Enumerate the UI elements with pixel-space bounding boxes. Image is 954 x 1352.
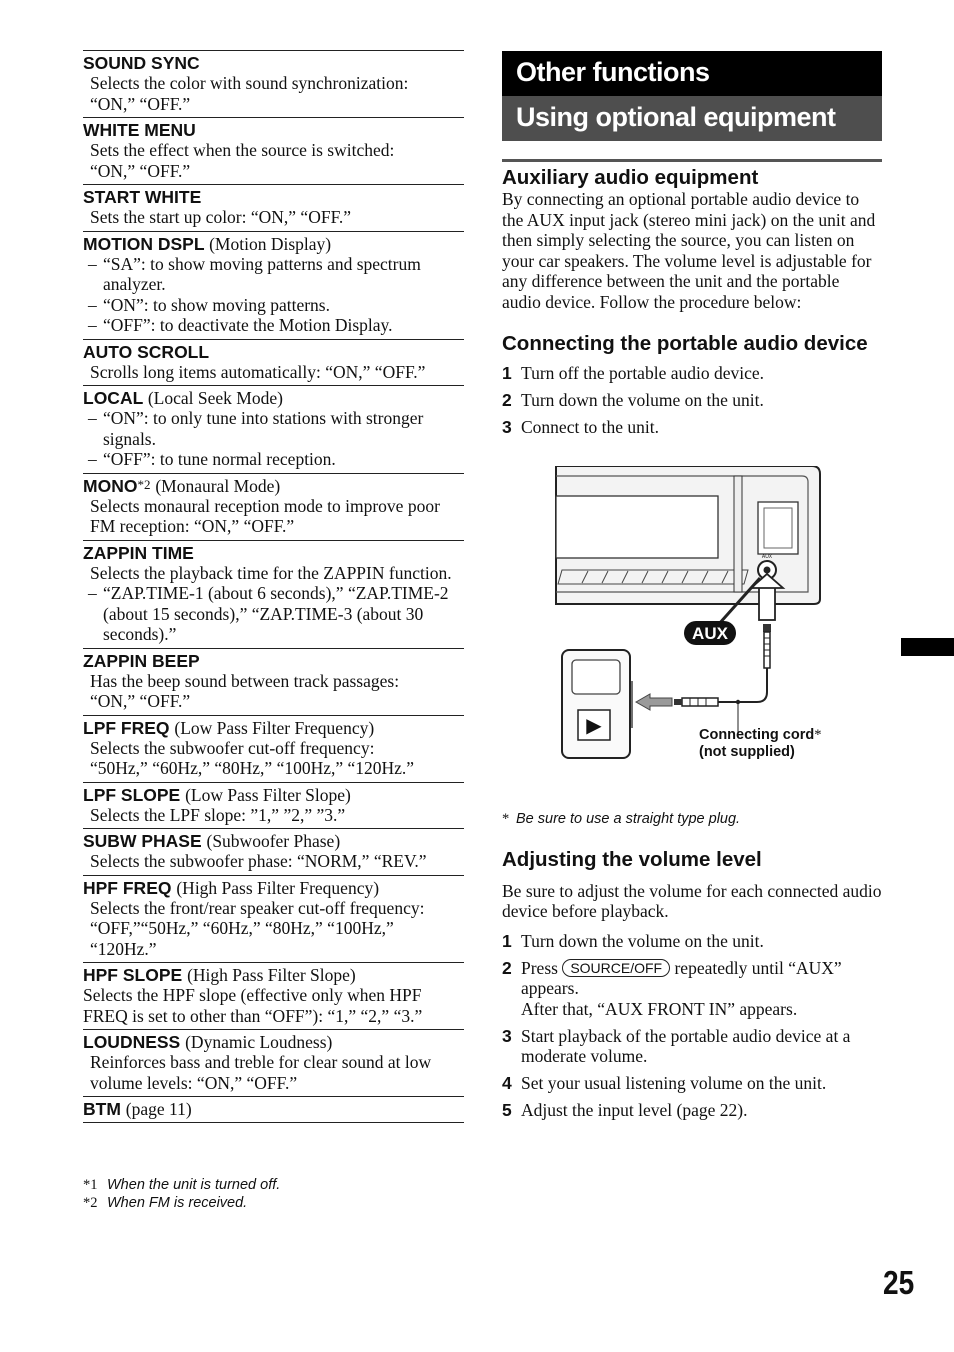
setting-term: HPF FREQ <box>83 877 172 898</box>
setting-term-note: (Subwoofer Phase) <box>206 831 341 851</box>
step-number: 2 <box>502 957 512 978</box>
step-item <box>502 390 882 411</box>
setting-term-row <box>83 388 464 408</box>
step-text: Turn down the volume on the unit. <box>521 930 764 951</box>
cord-label-star: * <box>814 726 822 743</box>
step-item <box>502 1100 882 1121</box>
figure-note <box>502 810 882 828</box>
setting-term: ZAPPIN BEEP <box>83 650 200 671</box>
setting-term-note: (Low Pass Filter Slope) <box>185 784 351 805</box>
connection-diagram <box>502 466 882 766</box>
setting-desc: “ON,” “OFF.” <box>90 691 191 711</box>
footnote-ref: *2 <box>137 476 151 492</box>
step-text: Turn off the portable audio device. <box>521 363 765 383</box>
setting-lpf-freq <box>83 715 464 782</box>
footnotes <box>83 1176 464 1212</box>
setting-bullet: – “ON”: to only tune into stations with stronger signals. <box>88 408 424 449</box>
setting-term: SUBW PHASE <box>83 831 202 851</box>
setting-loudness <box>83 1029 464 1096</box>
setting-term-note: (page 11) <box>125 1099 192 1119</box>
footnote-text: When the unit is turned off. <box>107 1177 281 1193</box>
setting-desc: Reinforces bass and treble for clear sound at low volume levels: “ON,” “OFF.” <box>90 1052 432 1093</box>
step-text: Start playback of the portable audio device at a moderate volume. <box>521 1025 851 1066</box>
setting-bullet-text: “SA”: to show moving patterns and spectrum analyzer. <box>103 253 421 294</box>
setting-term-note: (Monaural Mode) <box>155 475 281 496</box>
connect-title: Connecting the portable audio device <box>502 332 868 355</box>
setting-start-white <box>83 184 464 231</box>
step-text: Adjust the input level (page 22). <box>521 1100 748 1120</box>
setting-term-note: (Dynamic Loudness) <box>185 1032 333 1052</box>
play-icon: ▶ <box>586 712 602 737</box>
section-header: Using optional equipment <box>502 96 882 141</box>
setting-zappin-beep <box>83 648 464 715</box>
footnote-text: When FM is received. <box>107 1195 248 1211</box>
footnote-mark: *1 <box>83 1177 98 1193</box>
setting-btm <box>83 1096 464 1123</box>
step-text-post: repeatedly until “AUX” appears. <box>521 957 842 998</box>
setting-desc: Selects the color with sound synchronization: <box>90 73 409 93</box>
setting-bullet: – “ON”: to show moving patterns. <box>88 294 330 315</box>
adjust-title: Adjusting the volume level <box>502 847 762 871</box>
setting-desc: Has the beep sound between track passages: <box>90 670 400 691</box>
step-item <box>502 958 882 1020</box>
step-number: 3 <box>502 1025 512 1046</box>
setting-bullet-text: “ON”: to only tune into stations with stronger signals. <box>103 408 424 449</box>
setting-term-row <box>83 476 464 496</box>
intro-paragraph: By connecting an optional portable audio device to the AUX input jack (stereo mini jack) on the unit and then simply selecting the source, you can listen on your car speakers. The volume level is adjustable for any difference between the unit and the portable audio device. Follow the procedure below: <box>502 189 876 312</box>
setting-term: SOUND SYNC <box>83 53 200 73</box>
setting-term-note: (Motion Display) <box>209 233 332 254</box>
figure-note-text: Be sure to use a straight type plug. <box>516 810 741 827</box>
setting-bullet: – “SA”: to show moving patterns and spectrum analyzer. <box>88 253 421 294</box>
setting-desc: “50Hz,” “60Hz,” “80Hz,” “100Hz,” “120Hz.” <box>90 758 415 778</box>
setting-desc: Sets the start up color: “ON,” “OFF.” <box>90 207 352 227</box>
connection-figure <box>502 466 882 766</box>
step-item <box>502 1073 882 1094</box>
step-number: 3 <box>502 417 512 437</box>
step-item <box>502 931 882 952</box>
step-number: 4 <box>502 1073 512 1093</box>
footnote <box>83 1176 464 1194</box>
setting-term-row <box>83 234 464 254</box>
setting-motion-dspl <box>83 231 464 339</box>
figure-note-mark: * <box>502 810 510 827</box>
setting-term-row <box>83 1032 464 1052</box>
setting-bullet-text: “OFF”: to deactivate the Motion Display. <box>103 315 393 335</box>
setting-desc: Selects the HPF slope (effective only when HPF FREQ is set to other than “OFF”): “1,” “2,” “3.” <box>83 985 423 1026</box>
step-number: 5 <box>502 1100 512 1120</box>
settings-list <box>83 50 464 1123</box>
setting-bullet-text: “ZAP.TIME-1 (about 6 seconds),” “ZAP.TIME-2 (about 15 seconds),” “ZAP.TIME-3 (about 30 seconds).” <box>103 583 449 644</box>
right-column <box>502 51 882 1127</box>
setting-desc: Scrolls long items automatically: “ON,” “OFF.” <box>90 361 426 382</box>
step-text: Turn down the volume on the unit. <box>521 390 764 410</box>
cord-label-line1 <box>699 727 821 744</box>
step-number: 1 <box>502 930 512 951</box>
cord-label <box>699 727 821 761</box>
setting-term-row <box>83 1099 464 1119</box>
setting-term-row <box>83 718 464 738</box>
setting-term: LOUDNESS <box>83 1032 181 1052</box>
setting-desc: “ON,” “OFF.” <box>90 93 191 114</box>
setting-desc: Selects the LPF slope: ”1,” ”2,” ”3.” <box>90 804 346 825</box>
setting-term: MOTION DSPL <box>83 233 205 254</box>
source-off-key: SOURCE/OFF <box>562 959 670 977</box>
setting-bullet-text: “ON”: to show moving patterns. <box>103 294 330 315</box>
device-plug <box>674 698 718 706</box>
setting-desc: Selects the subwoofer cut-off frequency: <box>90 737 375 758</box>
cord-label-line2: (not supplied) <box>699 743 795 760</box>
footnote <box>83 1194 464 1212</box>
aux-badge: AUX <box>692 623 728 643</box>
adjust-intro: Be sure to adjust the volume for each connected audio device before playback. <box>502 880 882 921</box>
cord-label-text: Connecting cord <box>699 726 815 743</box>
setting-bullet: – “ZAP.TIME-1 (about 6 seconds),” “ZAP.TIME-2 (about 15 seconds),” “ZAP.TIME-3 (about 30 seconds).” <box>88 583 449 644</box>
step-item <box>502 1026 882 1067</box>
setting-hpf-freq <box>83 875 464 963</box>
section-rule <box>502 159 882 162</box>
setting-hpf-slope <box>83 962 464 1029</box>
portable-device <box>562 650 632 758</box>
connect-steps <box>502 363 882 438</box>
setting-bullet-text: “OFF”: to tune normal reception. <box>103 449 336 469</box>
setting-term: LPF SLOPE <box>83 784 181 805</box>
setting-term-row <box>83 878 464 898</box>
step-number: 2 <box>502 390 512 410</box>
setting-term: AUTO SCROLL <box>83 341 210 362</box>
section-title: Auxiliary audio equipment <box>502 166 759 189</box>
aux-jack-label: AUX <box>761 553 773 560</box>
setting-white-menu <box>83 117 464 184</box>
setting-auto-scroll <box>83 339 464 386</box>
setting-term: WHITE MENU <box>83 120 196 140</box>
step-item <box>502 417 882 438</box>
footnote-mark: *2 <box>83 1195 98 1211</box>
setting-term-note: (Low Pass Filter Frequency) <box>174 717 375 738</box>
step-item <box>502 363 882 384</box>
setting-term: BTM <box>83 1099 121 1119</box>
step-number: 1 <box>502 363 512 383</box>
setting-local <box>83 385 464 473</box>
setting-term: ZAPPIN TIME <box>83 542 194 563</box>
setting-bullet: – “OFF”: to tune normal reception. <box>88 449 336 469</box>
setting-term-note: (High Pass Filter Slope) <box>187 965 356 985</box>
setting-term-row <box>83 965 464 985</box>
setting-term: HPF SLOPE <box>83 965 183 985</box>
setting-term-note: (High Pass Filter Frequency) <box>176 877 380 898</box>
setting-desc: “ON,” “OFF.” <box>90 160 191 181</box>
step-text: Connect to the unit. <box>521 417 660 437</box>
setting-term: LOCAL <box>83 388 143 408</box>
cable-plug <box>763 624 771 668</box>
setting-term: LPF FREQ <box>83 717 170 738</box>
step-text: Set your usual listening volume on the unit. <box>521 1073 827 1093</box>
car-unit <box>556 466 820 604</box>
setting-term: START WHITE <box>83 187 202 207</box>
setting-term: MONO <box>83 475 138 496</box>
setting-sound-sync <box>83 50 464 117</box>
setting-mono <box>83 473 464 540</box>
setting-desc: Selects the playback time for the ZAPPIN function. <box>90 562 452 583</box>
setting-subw-phase <box>83 828 464 875</box>
setting-term-row <box>83 785 464 805</box>
step-extra: After that, “AUX FRONT IN” appears. <box>521 998 798 1019</box>
chapter-side-tab <box>901 638 954 656</box>
setting-term-note: (Local Seek Mode) <box>147 388 283 408</box>
setting-term-row <box>83 831 464 851</box>
setting-lpf-slope <box>83 782 464 829</box>
step-text-pre: Press <box>521 957 558 978</box>
setting-desc: Selects the subwoofer phase: “NORM,” “REV.” <box>90 851 427 871</box>
setting-zappin-time <box>83 540 464 648</box>
setting-desc: Selects the front/rear speaker cut-off frequency: “OFF,”“50Hz,” “60Hz,” “80Hz,” “100Hz,” “120Hz.” <box>90 897 425 959</box>
chapter-header: Other functions <box>502 51 882 96</box>
setting-bullet: – “OFF”: to deactivate the Motion Display. <box>88 315 393 335</box>
setting-desc: Selects monaural reception mode to improve poor FM reception: “ON,” “OFF.” <box>90 495 440 536</box>
page-number: 25 <box>883 1264 915 1301</box>
setting-desc: Sets the effect when the source is switched: <box>90 140 395 160</box>
adjust-steps <box>502 931 882 1121</box>
